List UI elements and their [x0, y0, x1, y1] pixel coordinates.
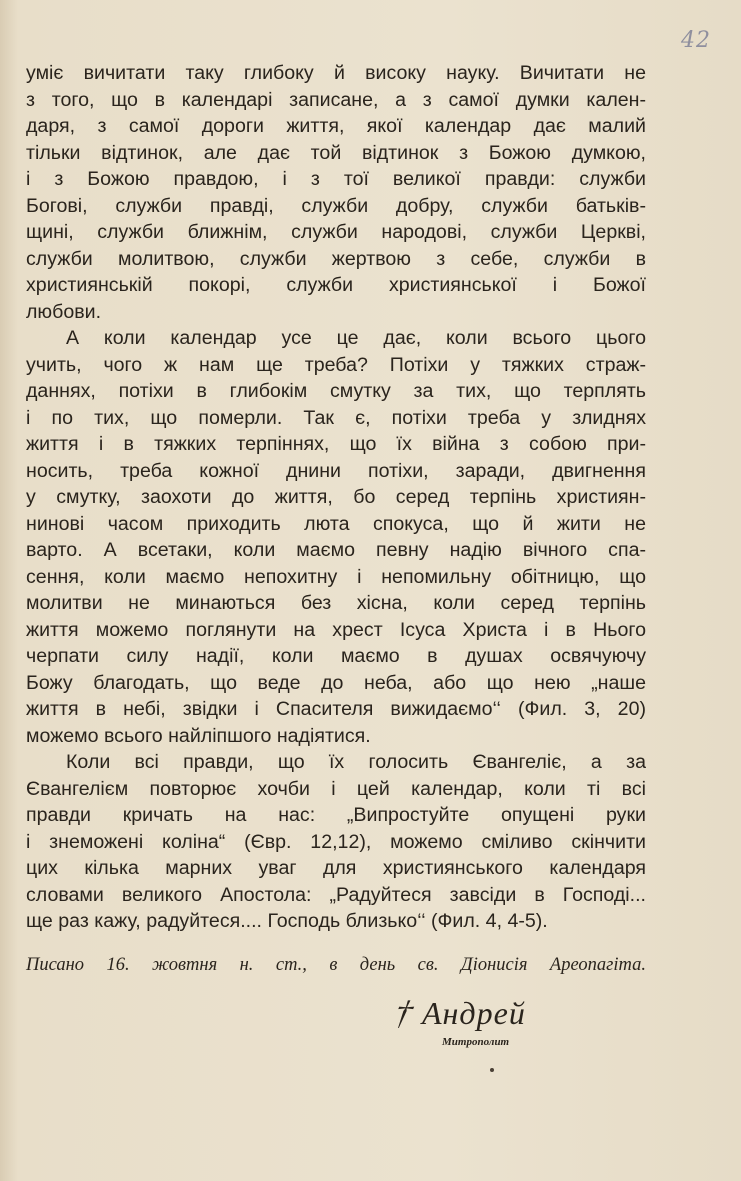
text-line: даннях, потіхи в глибокім смутку за тих, що терплять: [26, 380, 646, 402]
text-line: з того, що в календарі записане, а з самої думки кален-: [26, 88, 646, 111]
text-line: Божу благодать, що веде до неба, або що нею „наше: [26, 671, 646, 694]
text-line: життя в небі, звідки і Спасителя вижидаємо‘‘ (Фил. 3, 20): [26, 698, 646, 720]
text-line: життя і в тяжких терпіннях, що їх війна з собою при-: [26, 433, 646, 455]
page-number: 42: [681, 28, 711, 53]
text-line: тільки відтинок, але дає той відтинок з Божою думкою,: [26, 141, 646, 164]
signature-title: Митрополит: [442, 1036, 510, 1048]
text-line: словами великого Апостола: „Радуйтеся завсіди в Господі...: [26, 883, 646, 906]
text-line: Євангелієм повторює хочби і цей календар, коли ті всі: [26, 777, 646, 800]
text-line: нинові часом приходить люта спокуса, що й жити не: [26, 512, 646, 535]
text-line: щині, служби ближнім, служби народові, служби Церкві,: [26, 221, 646, 243]
text-line: і з Божою правдою, і з тої великої правди: служби: [26, 168, 646, 190]
text-line: варто. А всетаки, коли маємо певну надію вічного спа-: [26, 539, 646, 561]
signoff-date: Писано 16. жовтня н. ст., в день св. Діонисія Ареопагіта.: [26, 955, 646, 975]
text-line: можемо всього найліпшого надіятися.: [26, 724, 371, 747]
text-line: даря, з самої дороги життя, якої календар дає малий: [26, 115, 646, 137]
text-line: правди кричать на нас: „Випростуйте опущені руки: [26, 804, 646, 826]
text-line: любови.: [26, 300, 102, 323]
text-line: цих кілька марних уваг для християнського календаря: [26, 857, 646, 879]
body-text: [26, 60, 646, 935]
text-line: уміє вичитати таку глибоку й високу науку. Вичитати не: [26, 62, 646, 84]
paragraph-3: [26, 749, 646, 935]
paragraph-2: [26, 325, 646, 749]
text-line: ще раз кажу, радуйтеся.... Господь близько‘‘ (Фил. 4, 4-5).: [26, 910, 548, 932]
text-line: А коли календар усе це дає, коли всього цього: [66, 327, 646, 349]
text-line: сення, коли маємо непохитну і непомильну обітницю, що: [26, 565, 646, 588]
signature-name: Андрей: [422, 995, 526, 1031]
text-line: християнській покорі, служби християнської і Божої: [26, 274, 646, 296]
cross-icon: †: [391, 995, 417, 1032]
text-line: у смутку, заохоти до життя, бо серед терпінь християн-: [26, 486, 646, 508]
text-line: життя можемо поглянути на хрест Ісуса Христа і в Нього: [26, 618, 646, 641]
text-line: і знеможені коліна“ (Євр. 12,12), можемо сміливо скінчити: [26, 830, 646, 853]
text-line: Коли всі правди, що їх голосить Євангеліє, а за: [66, 751, 646, 773]
text-line: служби молитвою, служби жертвою з себе, служби в: [26, 247, 646, 270]
text-line: носить, треба кожної днини потіхи, заради, двигнення: [26, 459, 646, 482]
text-line: учить, чого ж нам ще треба? Потіхи у тяжких страж-: [26, 353, 646, 376]
text-line: черпати силу надії, коли маємо в душах освячуючу: [26, 645, 646, 667]
text-line: і по тих, що померли. Так є, потіхи треба у злиднях: [26, 406, 646, 429]
signature: [391, 995, 526, 1033]
paragraph-1: [26, 60, 646, 325]
ink-dot: [490, 1068, 494, 1072]
text-line: молитви не минаються без хісна, коли серед терпінь: [26, 592, 646, 614]
text-line: Богові, служби правді, служби добру, служби батьків-: [26, 194, 646, 217]
